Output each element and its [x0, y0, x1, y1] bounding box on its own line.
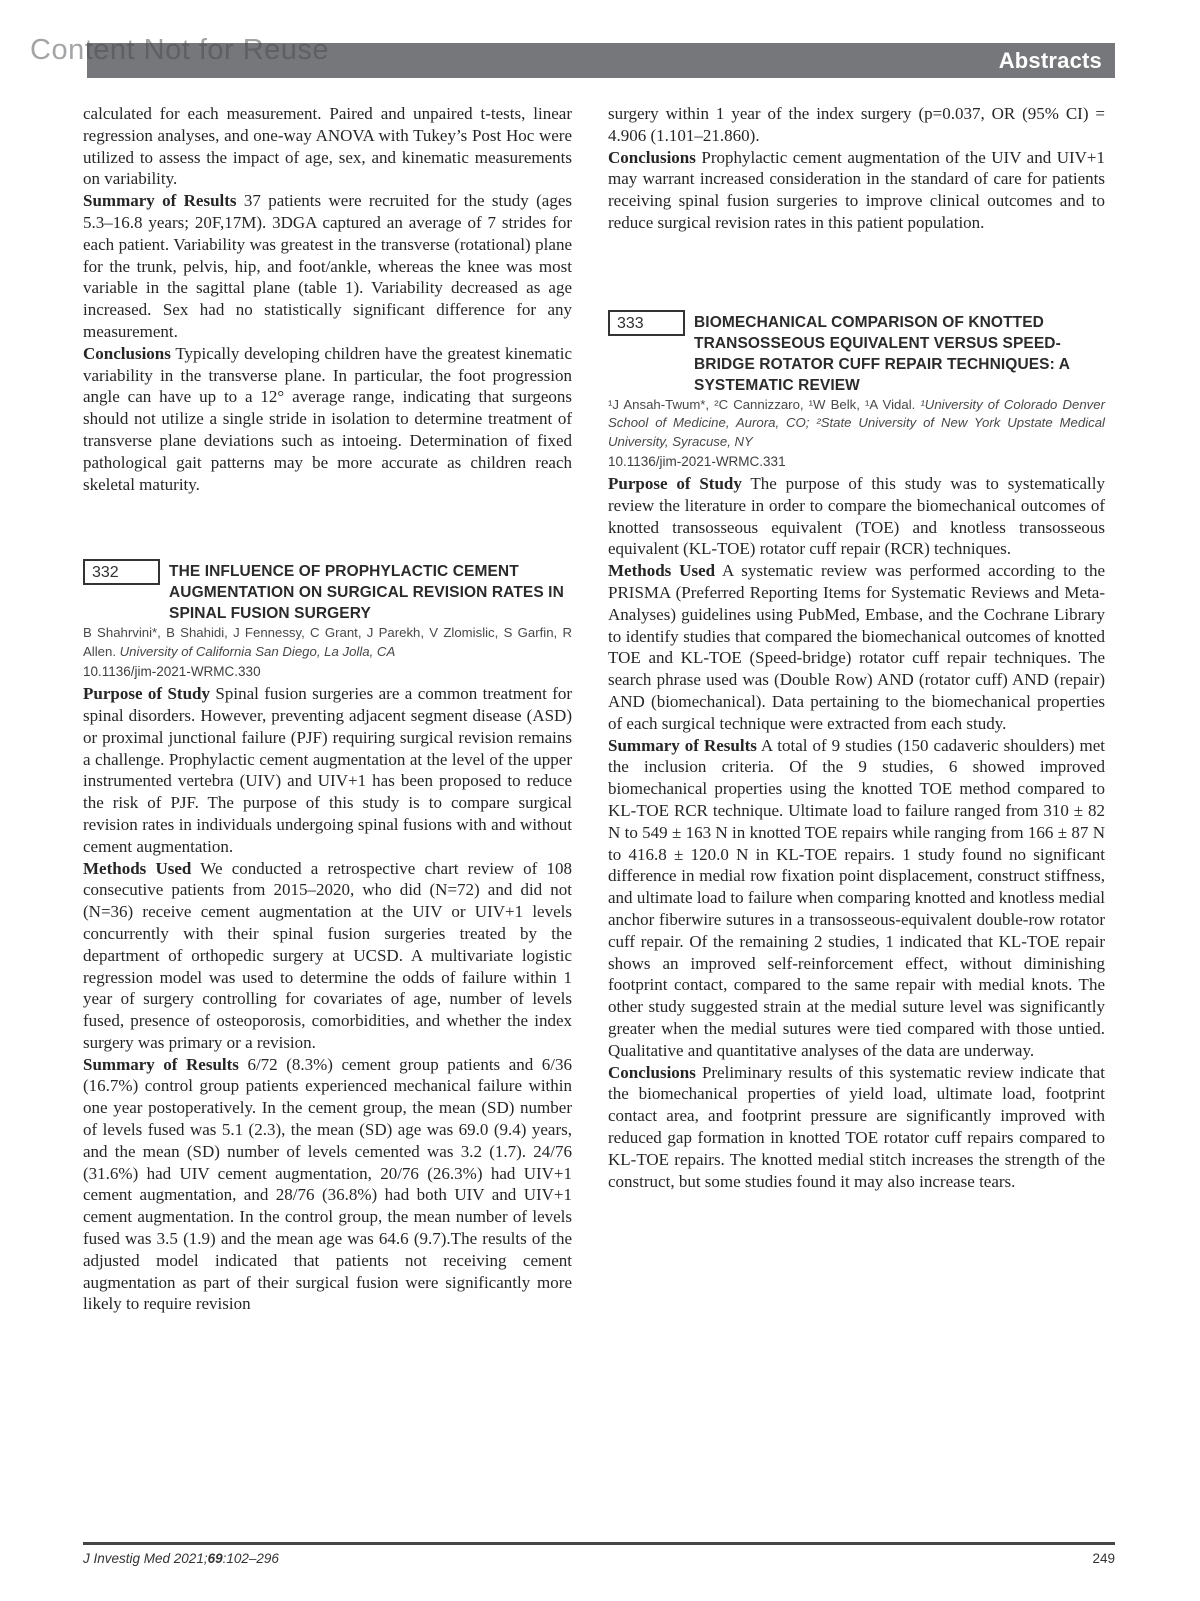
abstract-333-authors-block	[608, 396, 1105, 452]
abstract-332-purpose	[83, 683, 572, 857]
prev-abstract-continuation: calculated for each measurement. Paired and unpaired t-tests, linear regression analyses, and one-way ANOVA with Tukey’s Post Hoc were utilized to assess the impact of age, sex, and kinematic measurements on variability.	[83, 104, 572, 189]
purpose-of-study-text: The purpose of this study was to systematically review the literature in order to compare the biomechanical outcomes of knotted transosseous equivalent (TOE) and knotless transosseous equivalent (KL-TOE) rotator cuff repair (RCR) techniques.	[608, 474, 1105, 559]
header-section-title: Abstracts	[998, 47, 1102, 73]
summary-of-results-text: 6/72 (8.3%) cement group patients and 6/36 (16.7%) control group patients experienced mechanical failure within one year postoperatively. In the cement group, the mean (SD) number of levels fused was 5.1 (2.3), the mean (SD) age was 69.0 (9.4) years, and the mean (SD) number of levels cemented was 3.2 (1.7). 24/76 (31.6%) had UIV cement augmentation, 20/76 (26.3%) had UIV+1 cement augmentation, and 28/76 (36.8%) had both UIV and UIV+1 cement augmentation. In the control group, the mean number of levels fused was 3.5 (1.9) and the mean age was 64.6 (9.7).The results of the adjusted model indicated that patients not receiving cement augmentation as part of their surgical fusion were significantly more likely to require revision	[83, 1054, 572, 1314]
abstract-333-conclusions	[608, 1062, 1105, 1193]
purpose-of-study-label: Purpose of Study	[83, 684, 210, 704]
methods-used-label: Methods Used	[83, 858, 192, 878]
abstract-333-number-box: 333	[608, 310, 685, 336]
abstract-333-heading	[608, 310, 1105, 396]
abstract-333-title: BIOMECHANICAL COMPARISON OF KNOTTED TRANSOSSEOUS EQUIVALENT VERSUS SPEED-BRIDGE ROTATOR CUFF REPAIR TECHNIQUES: A SYSTEMATIC REVIEW	[694, 313, 1070, 394]
abstract-333-methods	[608, 560, 1105, 734]
abstract-332-heading	[83, 559, 572, 624]
abstract-333-purpose	[608, 473, 1105, 560]
abstract-332-doi: 10.1136/jim-2021-WRMC.330	[83, 664, 261, 680]
abstract-333-results	[608, 735, 1105, 1062]
methods-used-text: A systematic review was performed according to the PRISMA (Preferred Reporting Items for Systematic Reviews and Meta-Analyses) guidelines using PubMed, Embase, and the Cochrane Library to identify studies that compared the biomechanical outcomes of knotted TOE and KL-TOE (Speed-bridge) rotator cuff repair techniques. The search phrase used was (Double Row) AND (rotator cuff) AND (repair) AND (biomechanical). Data pertaining to the biomechanical properties of each surgical technique were extracted from each study.	[608, 561, 1105, 733]
citation-prefix: J Investig Med 2021;	[83, 1551, 208, 1566]
abstract-332-number-box: 332	[83, 559, 160, 585]
abstract-332-results	[83, 1054, 572, 1316]
content-not-for-reuse-watermark: Content Not for Reuse	[30, 34, 330, 66]
purpose-of-study-text: Spinal fusion surgeries are a common treatment for spinal disorders. However, preventing adjacent segment disease (ASD) or proximal junctional failure (PJF) requiring surgical revision remains a challenge. Prophylactic cement augmentation at the level of the upper instrumented vertebra (UIV) and UIV+1 has been proposed to reduce the risk of PJF. The purpose of this study is to compare surgical revision rates in individuals undergoing spinal fusions with and without cement augmentation.	[83, 684, 573, 856]
summary-of-results-text: 37 patients were recruited for the study (ages 5.3–16.8 years; 20F,17M). 3DGA captured an average of 7 strides for each patient. Variability was greatest in the transverse (rotational) plane for the trunk, pelvis, hip, and foot/ankle, whereas the knee was most variable in the sagittal plane (table 1). Variability decreased as age increased. Sex had no statistically significant difference for any measurement.	[83, 191, 572, 341]
conclusions-label: Conclusions	[83, 343, 171, 363]
conclusions-text: Typically developing children have the greatest kinematic variability in the transverse plane. In particular, the foot progression angle can have up to a 12° average range, indicating that surgeons should not utilize a single stride in isolation to determine treatment of transverse plane deviations such as intoeing. Determination of fixed pathological gait patterns may be more accurate as children reach skeletal maturity.	[83, 343, 572, 494]
citation-volume: 69	[207, 1551, 223, 1566]
page-number: 249	[1092, 1551, 1115, 1566]
abstract-332-authors-block	[83, 624, 572, 661]
abstract-333-affiliation: ¹University of Colorado Denver School of Medicine, Aurora, CO; ²State University of New York Upstate Medical University, Syracuse, NY	[608, 396, 1105, 449]
abstract-333-authors: ¹J Ansah-Twum*, ²C Cannizzaro, ¹W Belk, ¹A Vidal.	[608, 396, 921, 412]
page-footer	[83, 1551, 1115, 1566]
prev-abstract-conclusions	[83, 343, 572, 496]
conclusions-text: Preliminary results of this systematic review indicate that the biomechanical properties of yield load, ultimate load, footprint contact area, and footprint pressure are significantly improved with reduced gap formation in knotted TOE rotator cuff repairs compared to KL-TOE repairs. The knotted medial stitch increases the strength of the construct, but some studies found it may also increase tears.	[608, 1062, 1105, 1191]
summary-of-results-label: Summary of Results	[83, 191, 237, 211]
abstract-332-affiliation: University of California San Diego, La Jolla, CA	[119, 643, 396, 659]
abstract-332-conclusions	[608, 147, 1105, 234]
citation-pages: :102–296	[222, 1551, 279, 1566]
summary-of-results-label: Summary of Results	[83, 1054, 239, 1074]
abstract-332-methods	[83, 858, 572, 1054]
methods-used-text: We conducted a retrospective chart review of 108 consecutive patients from 2015–2020, who did (N=72) and did not (N=36) receive cement augmentation at the UIV or UIV+1 levels concurrently with their spinal fusion surgeries treated by the department of orthopedic surgery at UCSD. A multivariate logistic regression model was used to determine the odds of failure within 1 year of surgery controlling for covariates of age, number of levels fused, presence of osteoporosis, comorbidities, and whether the index surgery was primary or a revision.	[83, 858, 573, 1052]
journal-citation	[83, 1551, 279, 1566]
abstract-332-authors: B Shahrvini*, B Shahidi, J Fennessy, C Grant, J Parekh, V Zlomislic, S Garfin, R Allen.	[83, 625, 572, 659]
purpose-of-study-label: Purpose of Study	[608, 474, 742, 494]
right-column	[608, 103, 1105, 1192]
left-column	[83, 103, 572, 1315]
conclusions-text: Prophylactic cement augmentation of the UIV and UIV+1 may warrant increased consideration in the standard of care for patients receiving spinal fusion surgeries to improve clinical outcomes and to reduce surgical revision rates in this patient population.	[608, 147, 1106, 232]
prev-abstract-summary	[83, 190, 572, 343]
abstract-332-title: THE INFLUENCE OF PROPHYLACTIC CEMENT AUGMENTATION ON SURGICAL REVISION RATES IN SPINAL FUSION SURGERY	[169, 563, 564, 623]
methods-used-label: Methods Used	[608, 561, 716, 581]
conclusions-label: Conclusions	[608, 147, 696, 167]
conclusions-label: Conclusions	[608, 1062, 696, 1082]
summary-of-results-text: A total of 9 studies (150 cadaveric shoulders) met the inclusion criteria. Of the 9 studies, 6 showed improved biomechanical properties using the knotted TOE method compared to KL-TOE RCR technique. Ultimate load to failure ranged from 310 ± 82 N to 549 ± 163 N in knotted TOE repairs while ranging from 166 ± 87 N to 416.8 ± 120.0 N in KL-TOE repairs. 1 study found no significant difference in medial row fixation point displacement, construct stiffness, and ultimate load to failure when comparing knotted and knotless medial anchor fiberwire sutures in a transosseous-equivalent double-row rotator cuff repair. Of the remaining 2 studies, 1 indicated that KL-TOE repair shows an improved self-reinforcement effect, without diminishing footprint contact, compared to the same repair with medial knots. The other study suggested strain at the medial suture level was significantly greater when the medial sutures were tied compared with those untied. Qualitative and quantitative analyses of the data are underway.	[608, 735, 1105, 1060]
footer-divider	[83, 1542, 1115, 1545]
abstract-333-doi: 10.1136/jim-2021-WRMC.331	[608, 454, 786, 470]
abstract-332-results-continuation: surgery within 1 year of the index surgery (p=0.037, OR (95% CI) = 4.906 (1.101–21.860).	[608, 104, 1105, 145]
summary-of-results-label: Summary of Results	[608, 735, 757, 755]
